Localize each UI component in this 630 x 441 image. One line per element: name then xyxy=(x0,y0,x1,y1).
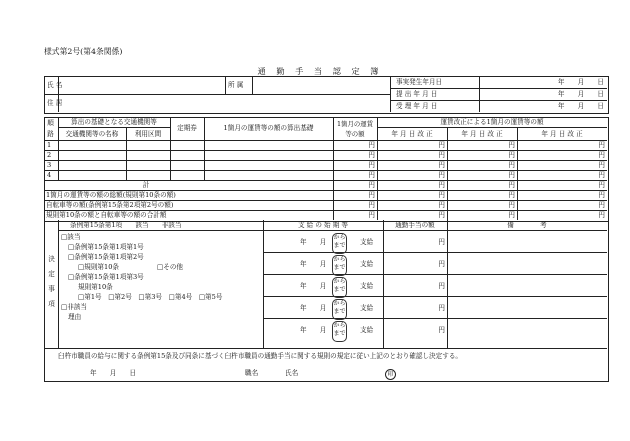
yen-unit: 円 xyxy=(438,201,445,209)
check-item-2[interactable]: □条例第15条第1項第2号 xyxy=(68,253,144,261)
yen-unit: 円 xyxy=(368,211,375,219)
article-header: 条例第15条第1項 該当 非該当 xyxy=(70,221,182,229)
remarks-header: 備 考 xyxy=(507,221,547,229)
yen-unit: 円 xyxy=(508,211,515,219)
total-label: 計 xyxy=(142,181,150,189)
form-id: 様式第2号(第4条関係) xyxy=(44,47,123,56)
address-label: 住 居 xyxy=(47,99,63,107)
decision-label: 決定事項 xyxy=(48,255,55,308)
certification-date[interactable]: 年 月 日 xyxy=(90,369,137,377)
yen-unit: 円 xyxy=(438,326,445,334)
yen-unit: 円 xyxy=(598,141,605,149)
receipt-date-label: 受 理 年 月 日 xyxy=(396,102,438,110)
certification-text: 臼杵市職員の給与に関する条例第15条及び同条に基づく臼杵市職員の通勤手当に関する規則の規定に従い上記のとおり確認し決定する。 xyxy=(58,352,463,360)
submit-date-label: 提 出 年 月 日 xyxy=(396,90,438,98)
yen-unit: 円 xyxy=(438,211,445,219)
row-number: 4 xyxy=(47,171,52,179)
yen-unit: 円 xyxy=(598,181,605,189)
check-item-3[interactable]: □条例第15条第1項第3号 xyxy=(68,273,144,281)
yen-unit: 円 xyxy=(508,191,515,199)
name-label: 氏 名 xyxy=(47,81,63,89)
payment-label: 支給 xyxy=(360,304,374,312)
allowance-header: 通勤手当の額 xyxy=(395,221,435,229)
check-other[interactable]: □その他 xyxy=(157,263,184,271)
yen-unit: 円 xyxy=(598,201,605,209)
reason-label: 理由 xyxy=(68,313,82,321)
check-item-1[interactable]: □条例第15条第1項第1号 xyxy=(68,243,144,251)
monthly-basis-header: 1箇月の運賃等の額の算出基礎 xyxy=(223,124,314,132)
start-date-header: 支 給 の 始 期 等 xyxy=(297,221,349,229)
section-header: 利用区間 xyxy=(134,130,162,138)
yen-unit: 円 xyxy=(438,191,445,199)
event-date-label: 事実発生年月日 xyxy=(396,78,443,86)
yen-unit: 円 xyxy=(368,151,375,159)
yen-unit: 円 xyxy=(508,151,515,159)
from-until-bracket: から まで xyxy=(332,277,347,298)
basis-agency-header: 算出の基礎となる交通機関等 xyxy=(71,118,157,126)
yen-unit: 円 xyxy=(598,161,605,169)
address-field[interactable] xyxy=(60,96,388,110)
yen-unit: 円 xyxy=(438,151,445,159)
receipt-date-field[interactable]: 年 月 日 xyxy=(557,102,604,110)
yen-unit: 円 xyxy=(438,171,445,179)
check-not-applicable[interactable]: □非該当 xyxy=(61,303,88,311)
sum-row-2-label: 自転車等の額(条例第15条第2項第2号の額) xyxy=(46,201,174,209)
yen-unit: 円 xyxy=(508,171,515,179)
yen-unit: 円 xyxy=(368,171,375,179)
yen-unit: 円 xyxy=(438,282,445,290)
yen-unit: 円 xyxy=(508,201,515,209)
from-until-bracket: から まで xyxy=(332,321,347,342)
event-date-field[interactable]: 年 月 日 xyxy=(557,78,604,86)
yen-unit: 円 xyxy=(368,161,375,169)
yen-unit: 円 xyxy=(438,260,445,268)
yen-unit: 円 xyxy=(598,151,605,159)
payment-label: 支給 xyxy=(360,238,374,246)
seal-mark: 印 xyxy=(385,369,396,380)
revision-date-2[interactable]: 年 月 日 改 正 xyxy=(461,130,503,138)
monthly-fare-header: 1箇月の運賃等の額 xyxy=(336,120,374,138)
yen-unit: 円 xyxy=(368,191,375,199)
payment-ym[interactable]: 年 月 xyxy=(300,260,327,268)
payment-ym[interactable]: 年 月 xyxy=(300,238,327,246)
yen-unit: 円 xyxy=(508,181,515,189)
affiliation-field[interactable] xyxy=(255,78,388,92)
row-number: 1 xyxy=(47,141,52,149)
position-label: 職名 xyxy=(245,369,259,377)
yen-unit: 円 xyxy=(368,141,375,149)
sum-row-3-label: 規則第10条の額と自転車等の額の合計額 xyxy=(46,211,167,219)
yen-unit: 円 xyxy=(438,141,445,149)
yen-unit: 円 xyxy=(598,171,605,179)
page-title: 通 勤 手 当 認 定 簿 xyxy=(257,66,383,76)
yen-unit: 円 xyxy=(438,238,445,246)
from-until-bracket: から まで xyxy=(332,233,347,254)
payment-label: 支給 xyxy=(360,326,374,334)
yen-unit: 円 xyxy=(598,211,605,219)
check-rule-10[interactable]: □規則第10条 xyxy=(78,263,119,271)
check-subitems[interactable]: □第1号 □第2号 □第3号 □第4号 □第5号 xyxy=(78,293,223,301)
affiliation-label: 所 属 xyxy=(228,81,244,89)
row-number: 3 xyxy=(47,161,52,169)
agency-name-header: 交通機関等の名称 xyxy=(65,130,119,138)
yen-unit: 円 xyxy=(368,181,375,189)
yen-unit: 円 xyxy=(368,201,375,209)
check-applicable[interactable]: □該当 xyxy=(61,233,81,241)
yen-unit: 円 xyxy=(508,141,515,149)
revision-date-1[interactable]: 年 月 日 改 正 xyxy=(391,130,433,138)
revision-date-3[interactable]: 年 月 日 改 正 xyxy=(541,130,583,138)
payment-ym[interactable]: 年 月 xyxy=(300,304,327,312)
from-until-bracket: から まで xyxy=(332,255,347,276)
rule-10-label: 規則第10条 xyxy=(78,283,113,291)
sum-row-1-label: 1箇月の運賃等の額の総額(規則第10条の額) xyxy=(46,191,176,199)
row-number: 2 xyxy=(47,151,52,159)
payment-label: 支給 xyxy=(360,282,374,290)
payment-ym[interactable]: 年 月 xyxy=(300,282,327,290)
yen-unit: 円 xyxy=(508,161,515,169)
payment-label: 支給 xyxy=(360,260,374,268)
submit-date-field[interactable]: 年 月 日 xyxy=(557,90,604,98)
yen-unit: 円 xyxy=(438,181,445,189)
order-header: 順路 xyxy=(47,119,54,138)
yen-unit: 円 xyxy=(438,161,445,169)
from-until-bracket: から まで xyxy=(332,299,347,320)
revision-header: 運賃改正による1箇月の運賃等の額 xyxy=(440,118,544,126)
yen-unit: 円 xyxy=(598,191,605,199)
payment-ym[interactable]: 年 月 xyxy=(300,326,327,334)
name-field[interactable] xyxy=(60,78,223,92)
signer-name-label: 氏名 xyxy=(285,369,299,377)
pass-header: 定期券 xyxy=(177,124,197,132)
yen-unit: 円 xyxy=(438,304,445,312)
